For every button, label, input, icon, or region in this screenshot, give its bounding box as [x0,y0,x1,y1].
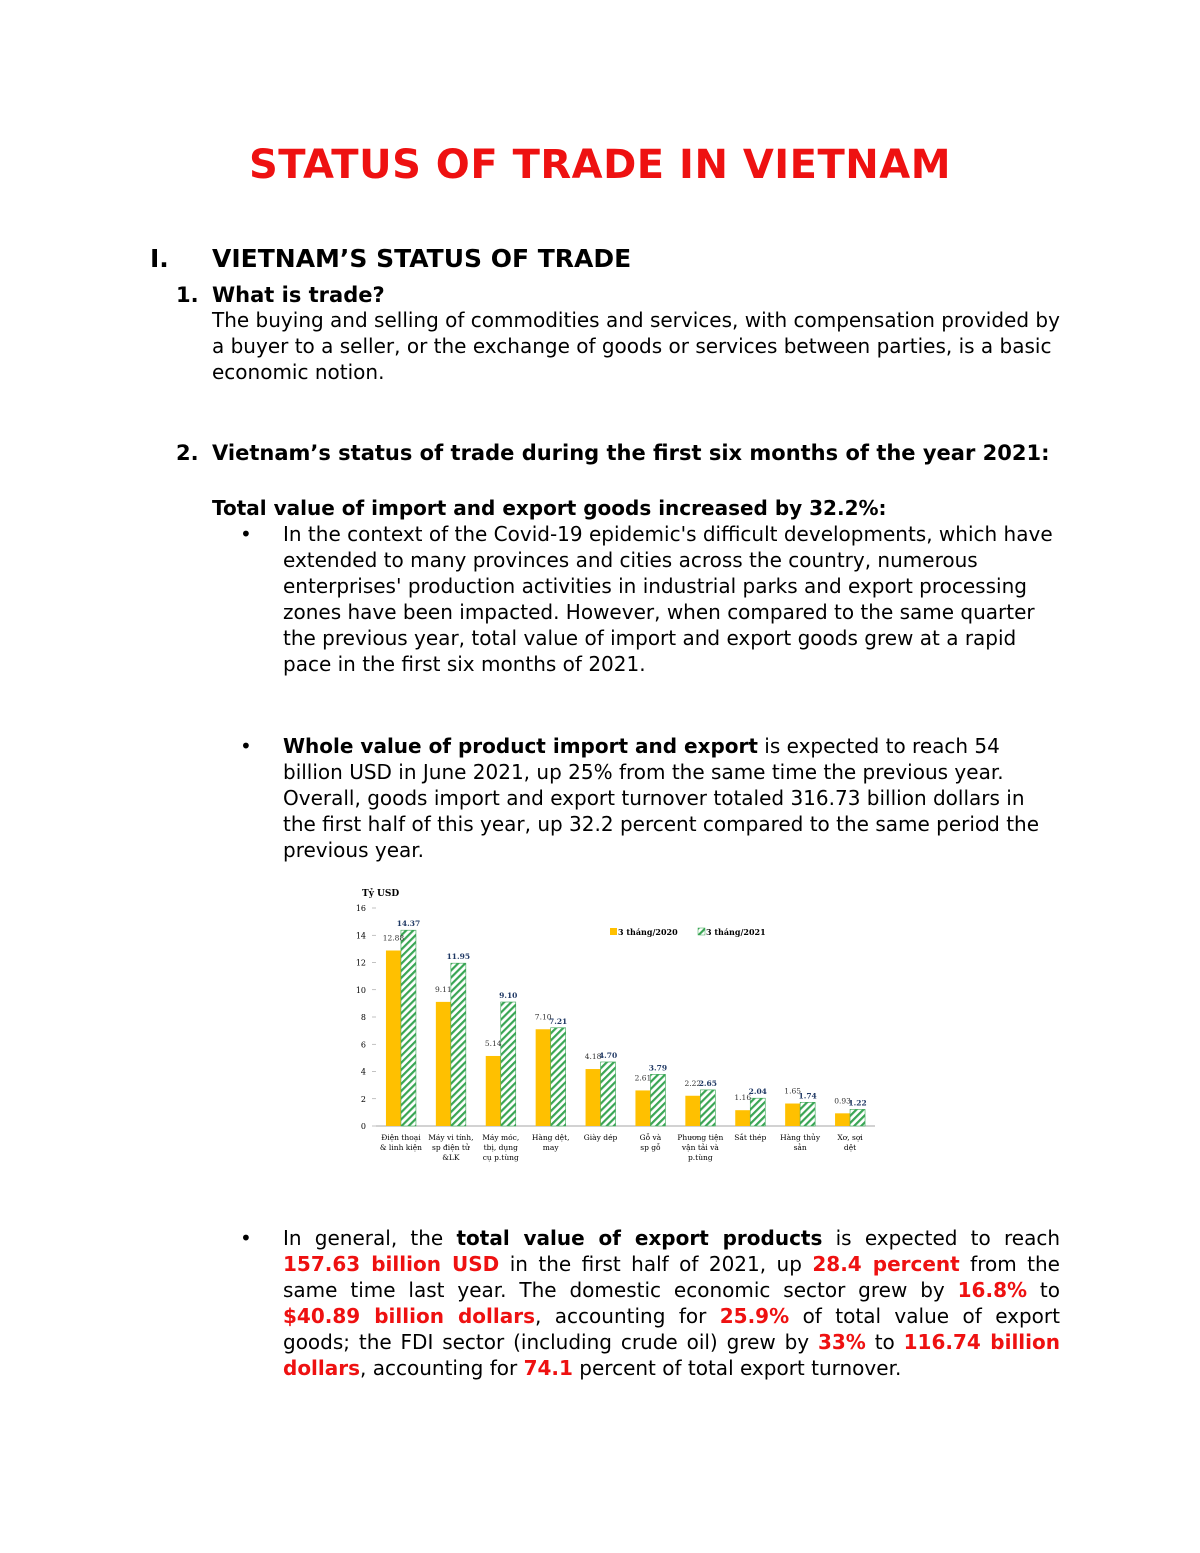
text-run: , accounting for [360,1356,524,1380]
data-label-2021: 14.37 [396,919,421,929]
y-tick-label: 2 [360,1094,366,1104]
subsection-title-2: Vietnam’s status of trade during the first six months of the year 2021: [212,441,1050,465]
data-label-2020: 4.18 [584,1052,602,1062]
legend-swatch-2020 [610,928,617,935]
bold-phrase: Whole value of product import and export [283,734,758,758]
x-tick-label: Máy móc, [482,1133,520,1142]
section-heading [150,244,631,273]
bar-2021 [750,1098,765,1126]
data-label-2020: 12.88 [382,933,405,943]
bullet-text [283,1225,1060,1381]
data-label-2021: 9.10 [499,991,518,1001]
y-tick-label: 16 [355,904,366,913]
text-run: of total value of export goods; the FDI sector (including crude oil) grew by [283,1304,1060,1354]
bar-2020 [835,1113,850,1126]
list-item [240,521,1060,677]
data-label-2021: 4.70 [598,1050,618,1060]
bar-2020 [785,1104,800,1126]
data-label-2020: 5.14 [484,1038,502,1048]
x-tick-label: Hàng thủy [780,1133,821,1142]
y-tick-label: 0 [360,1122,366,1131]
text-run: In general, the [283,1226,457,1250]
x-tick-label: Điện thoại [381,1133,421,1142]
subsection-heading-1 [176,282,385,308]
data-label-2021: 1.74 [798,1091,817,1101]
x-tick-label: Sắt thép [734,1133,767,1142]
subsection-number-2: 2. [176,441,199,465]
x-tick-label: sản [793,1143,807,1152]
bullet-icon: • [240,522,252,546]
legend-label-2021: 3 tháng/2021 [706,927,766,937]
x-tick-label: p.tùng [688,1153,713,1162]
bullet-text-rest: is expected to reach 54 billion USD in June 2021, up 25% from the same time the previous year. Overall, goods import and export turnover totaled 316.73 billion dollars in the first half of this year, up 32.2 percent compared to the same period the previous year. [283,734,1040,862]
x-tick-label: &LK [442,1153,460,1162]
data-label-2020: 1.65 [784,1086,802,1096]
subsection-title-1: What is trade? [212,283,385,307]
bullet-icon: • [240,1226,252,1250]
y-tick-label: 6 [360,1040,366,1050]
bar-2021 [850,1109,865,1126]
bold-phrase: total value of export products [456,1226,823,1250]
trade-definition: The buying and selling of commodities and services, with compensation provided by a buyer to a seller, or the exchange of goods or services between parties, is a basic economic notion. [212,308,1060,384]
highlight-value: 16.8% [957,1278,1028,1302]
x-tick-label: Gỗ và [639,1133,662,1142]
data-label-2020: 2.22 [684,1078,702,1088]
data-label-2020: 7.10 [534,1012,552,1022]
text-run: , accounting for [535,1304,720,1328]
y-axis-label: Tỷ USD [362,889,400,899]
y-tick-label: 8 [360,1013,366,1022]
bar-2021 [401,930,416,1126]
bullet-text: In the context of the Covid-19 epidemic's difficult developments, which have extended to many provinces and cities across the country, numerous enterprises' production activities in industrial parks and export processing zones have been impacted. However, when compared to the same quarter the previous year, total value of import and export goods grew at a rapid pace in the first six months of 2021. [283,522,1053,676]
bullet-icon: • [240,734,252,758]
x-tick-label: Máy vi tính, [428,1133,474,1142]
text-run: is expected to reach [822,1226,1061,1250]
bar-2021 [601,1062,616,1126]
bar-2021 [800,1102,815,1126]
subsection-heading-2 [176,440,1076,466]
bar-chart [340,882,880,1174]
y-tick-label: 12 [355,958,366,968]
bar-2020 [436,1002,451,1126]
y-tick-label: 10 [355,985,366,995]
x-tick-label: sp gỗ [640,1143,661,1152]
x-tick-label: dệt [843,1143,857,1152]
bar-2020 [685,1096,700,1126]
bar-2021 [700,1090,715,1126]
x-tick-label: cụ p.tùng [482,1153,519,1162]
highlight-value: $40.89 billion dollars [283,1304,535,1328]
list-item [240,733,1060,863]
highlight-value: 157.63 billion USD [283,1252,500,1276]
bar-2021 [501,1002,516,1126]
x-tick-label: may [542,1143,559,1152]
list-item [240,1225,1060,1381]
x-tick-label: & linh kiện [379,1143,423,1152]
data-label-2020: 0.93 [834,1096,851,1106]
data-label-2021: 2.65 [698,1078,717,1088]
data-label-2021: 2.04 [748,1087,767,1097]
bar-2021 [551,1028,566,1126]
section-title: VIETNAM’S STATUS OF TRADE [212,244,632,273]
data-label-2021: 11.95 [446,952,471,962]
data-label-2021: 7.21 [549,1016,568,1026]
lead-statement: Total value of import and export goods increased by 32.2%: [212,496,887,520]
x-tick-label: Giày dép [583,1133,618,1142]
bullet-text [283,733,1060,863]
data-label-2021: 1.22 [848,1098,867,1108]
data-label-2020: 2.61 [634,1073,652,1083]
bar-2021 [650,1074,665,1126]
bar-2020 [586,1069,601,1126]
highlight-value: 74.1 [523,1356,573,1380]
bar-2020 [486,1056,501,1126]
legend-label-2020: 3 tháng/2020 [618,927,678,937]
data-label-2020: 9.11 [434,984,452,994]
text-run: in the first half of 2021, up [499,1252,813,1276]
x-tick-label: Phương tiện [677,1133,724,1142]
bar-2020 [635,1090,650,1126]
bar-2020 [536,1029,551,1126]
x-tick-label: sp điện tử [431,1143,470,1152]
bar-2020 [735,1110,750,1126]
x-tick-label: tbị, dụng [483,1143,518,1152]
data-label-2021: 3.79 [648,1063,668,1073]
x-tick-label: vận tải và [681,1143,719,1152]
text-run: to [865,1330,904,1354]
x-tick-label: Xơ, sợi [837,1133,863,1142]
y-tick-label: 4 [360,1067,366,1077]
data-label-2020: 1.16 [734,1093,752,1103]
x-tick-label: Hàng dệt, [531,1133,570,1142]
subsection-number-1: 1. [176,283,199,307]
section-number: I. [150,244,169,273]
highlight-value: 28.4 percent [812,1252,960,1276]
text-run: from the same time last year. The domestic economic sector grew by [283,1252,1060,1302]
y-tick-label: 14 [355,931,366,941]
page-title: STATUS OF TRADE IN VIETNAM [248,142,952,188]
highlight-value: 33% [817,1330,866,1354]
text-run: to [1027,1278,1060,1302]
highlight-value: 25.9% [719,1304,790,1328]
legend-swatch-2021 [698,928,705,935]
text-run: percent of total export turnover. [572,1356,902,1380]
bar-2021 [451,963,466,1126]
bar-2020 [386,951,401,1126]
highlight-value: 116.74 billion dollars [283,1330,1060,1380]
